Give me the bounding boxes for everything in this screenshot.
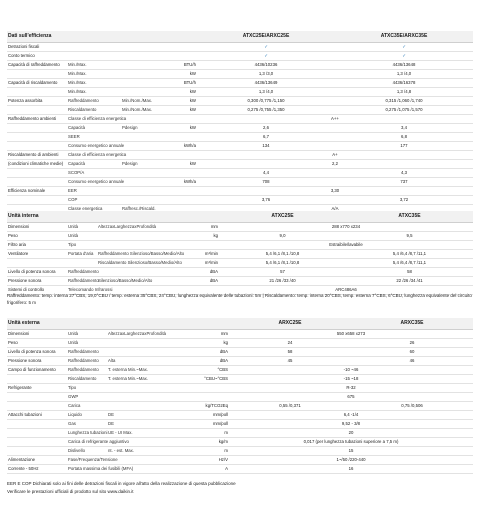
efficiency-row — [7, 115, 473, 124]
efficiency-table-title: Dati sull'efficienza — [7, 31, 197, 43]
indoor-row-label — [7, 259, 67, 268]
outdoor-row-value-b: 0,75 /0,506 — [351, 402, 473, 411]
indoor-row-sublabel: Telecomando Infrarossi — [67, 286, 97, 295]
indoor-row-value-a: 57 — [219, 268, 346, 277]
efficiency-row-value-shared: A++ — [197, 115, 473, 124]
efficiency-row-detail — [121, 133, 177, 142]
efficiency-row-sublabel: EER — [67, 187, 121, 196]
outdoor-row — [7, 438, 473, 447]
indoor-row-value-b: 5,4 /6,4 /8,7 /11,1 — [346, 259, 473, 268]
efficiency-row — [7, 106, 473, 115]
efficiency-row-label — [7, 70, 67, 79]
efficiency-row-value-b: 737 — [335, 178, 473, 187]
outdoor-row-detail — [107, 456, 197, 465]
checkmark-icon: ✓ — [197, 52, 335, 61]
efficiency-row-unit: kW — [177, 160, 197, 169]
outdoor-row-value-a: 24 — [229, 339, 351, 348]
efficiency-row — [7, 124, 473, 133]
efficiency-row-value-a: 4436/13649 — [197, 79, 335, 88]
outdoor-col-a: ARXC25E — [229, 318, 351, 330]
indoor-row-label: Pressione sonora — [7, 277, 67, 286]
efficiency-row-unit: kW — [177, 124, 197, 133]
efficiency-row-value-b: 4,3 — [335, 169, 473, 178]
indoor-row-sublabel — [67, 259, 97, 268]
indoor-row-unit: m³/min — [197, 259, 219, 268]
efficiency-row-detail: Raffresc./Riscald. — [121, 205, 177, 214]
efficiency-row — [7, 169, 473, 178]
outdoor-row-value-shared: 15 — [229, 447, 473, 456]
outdoor-table-header — [7, 318, 473, 330]
outdoor-row-label: Pressione sonora — [7, 357, 67, 366]
efficiency-row — [7, 151, 473, 160]
efficiency-row-detail: Min./Nom./Max. — [121, 106, 177, 115]
efficiency-row-detail: Min./Nom./Max. — [121, 97, 177, 106]
efficiency-row-detail — [121, 142, 177, 151]
outdoor-row-unit: mm — [197, 330, 229, 339]
efficiency-row-detail — [121, 169, 177, 178]
efficiency-row-label: Raffreddamento ambienti — [7, 115, 67, 124]
outdoor-row-sublabel: Gas — [67, 420, 107, 429]
indoor-row — [7, 268, 473, 277]
outdoor-row-unit — [197, 384, 229, 393]
efficiency-row-sublabel: COP — [67, 196, 121, 205]
outdoor-row-unit: m — [197, 429, 229, 438]
efficiency-row — [7, 88, 473, 97]
outdoor-row-detail: nt. - est. Max. — [107, 447, 197, 456]
efficiency-row-label — [7, 88, 67, 97]
efficiency-row-detail: Pdesign — [121, 160, 177, 169]
outdoor-row-unit: °CBU~°CBS — [197, 375, 229, 384]
efficiency-row-unit — [177, 133, 197, 142]
indoor-row-label: Livello di potenza sonora — [7, 268, 67, 277]
efficiency-row — [7, 160, 473, 169]
outdoor-row-label — [7, 393, 67, 402]
indoor-row-unit — [197, 241, 219, 250]
outdoor-row-sublabel: Tipo — [67, 384, 107, 393]
outdoor-row-sublabel: Raffreddamento — [67, 348, 107, 357]
outdoor-row-label — [7, 402, 67, 411]
outdoor-row — [7, 447, 473, 456]
outdoor-row — [7, 456, 473, 465]
efficiency-row-label: Conto termico — [7, 52, 67, 61]
indoor-row-label: Dimensioni — [7, 223, 67, 232]
efficiency-table — [7, 31, 473, 214]
outdoor-row — [7, 330, 473, 339]
efficiency-row-detail — [121, 115, 177, 124]
indoor-row-sublabel: Raffreddamento — [67, 268, 97, 277]
outdoor-row-unit: m — [197, 447, 229, 456]
efficiency-row — [7, 133, 473, 142]
outdoor-row-unit: Hz/V — [197, 456, 229, 465]
efficiency-row — [7, 43, 473, 52]
outdoor-row-value-a: 0,55 /0,371 — [229, 402, 351, 411]
efficiency-row-sublabel: Raffreddamento — [67, 97, 121, 106]
outdoor-row-detail: T. esterna Min.~Max. — [107, 375, 197, 384]
efficiency-row-sublabel: Consumo energetico annuale — [67, 178, 121, 187]
outdoor-row-sublabel: Unità — [67, 330, 107, 339]
indoor-row-sublabel: Unità — [67, 223, 97, 232]
outdoor-table-title: Unità esterna — [7, 318, 229, 330]
outdoor-row-detail: T. esterna Min.~Max. — [107, 366, 197, 375]
indoor-table-header — [7, 211, 473, 223]
efficiency-row-unit — [177, 187, 197, 196]
efficiency-row-unit — [177, 169, 197, 178]
outdoor-row-value-shared: -15 ~18 — [229, 375, 473, 384]
efficiency-row-unit: kW — [177, 97, 197, 106]
outdoor-row-label: Dimensioni — [7, 330, 67, 339]
efficiency-row-label: Potenza assorbita — [7, 97, 67, 106]
efficiency-row — [7, 79, 473, 88]
indoor-row-detail: AltezzaxLarghezzaxProfondità — [97, 223, 197, 232]
efficiency-row-label — [7, 106, 67, 115]
outdoor-row-label: Campo di funzionamento — [7, 366, 67, 375]
efficiency-row-unit: kW — [177, 88, 197, 97]
efficiency-row-sublabel: SCOP/A — [67, 169, 121, 178]
indoor-row-sublabel: Tipo — [67, 241, 97, 250]
outdoor-row — [7, 420, 473, 429]
efficiency-row-detail — [121, 88, 177, 97]
outdoor-row — [7, 411, 473, 420]
indoor-row-value-a: 9,0 — [219, 232, 346, 241]
efficiency-row-value-a: 1,3 /4,0 — [197, 88, 335, 97]
indoor-row-label: Sistemi di controllo — [7, 286, 67, 295]
efficiency-row-detail — [121, 43, 177, 52]
indoor-row — [7, 223, 473, 232]
efficiency-row-label — [7, 142, 67, 151]
outdoor-row-detail — [107, 348, 197, 357]
outdoor-row-detail: AltezzaxLarghezzaxProfondità — [107, 330, 197, 339]
outdoor-row-label: Refrigerante — [7, 384, 67, 393]
indoor-row-sublabel: Raffreddamento — [67, 277, 97, 286]
footer-line-1: EER E COP Dichiarati solo ai fini delle detrazioni fiscali in vigore all'atto della realizzazione di questa pubblicazione — [7, 481, 236, 486]
outdoor-row — [7, 375, 473, 384]
efficiency-row-unit: BTU/h — [177, 61, 197, 70]
outdoor-row-value-shared: 0,017 (per lunghezza tubazioni superiore a 7,5 m) — [229, 438, 473, 447]
indoor-row-value-a: 5,4 /6,1 /8,1 /10,8 — [219, 259, 346, 268]
indoor-row-detail: Raffreddamento Silenzioso/Basso/Medio/Alto — [97, 250, 197, 259]
efficiency-row-unit: BTU/h — [177, 79, 197, 88]
efficiency-row-sublabel: Classe di efficienza energetica — [67, 151, 121, 160]
efficiency-row-label — [7, 133, 67, 142]
efficiency-row — [7, 196, 473, 205]
efficiency-row-detail — [121, 52, 177, 61]
outdoor-row-sublabel: Raffreddamento — [67, 357, 107, 366]
efficiency-row-label: Efficienza nominale — [7, 187, 67, 196]
outdoor-row-detail: UE - UI Max. — [107, 429, 197, 438]
efficiency-row-label — [7, 169, 67, 178]
outdoor-row-detail — [107, 402, 197, 411]
indoor-col-b: ATXC35E — [346, 211, 473, 223]
outdoor-row-label — [7, 429, 67, 438]
efficiency-row-value-shared: 2,2 — [197, 160, 473, 169]
outdoor-row-sublabel: GWP — [67, 393, 107, 402]
efficiency-row-value-b: 4436/13648 — [335, 61, 473, 70]
efficiency-row-value-a: 6,7 — [197, 133, 335, 142]
outdoor-row — [7, 384, 473, 393]
efficiency-row — [7, 178, 473, 187]
efficiency-row-value-a: 134 — [197, 142, 335, 151]
outdoor-row-sublabel: Lunghezza tubazioni — [67, 429, 107, 438]
efficiency-row-detail — [121, 187, 177, 196]
outdoor-row — [7, 366, 473, 375]
outdoor-row-value-shared: -10 ~46 — [229, 366, 473, 375]
efficiency-row-unit — [177, 52, 197, 61]
indoor-row-sublabel: Unità — [67, 232, 97, 241]
outdoor-row-unit: kg/m — [197, 438, 229, 447]
indoor-row-detail — [97, 268, 197, 277]
outdoor-row-detail: Alta — [107, 357, 197, 366]
indoor-row-detail — [97, 241, 197, 250]
footer-line-2: Verificare le prestazioni ufficiali di prodotto sul sito www.daikin.it — [7, 489, 134, 494]
outdoor-row — [7, 465, 473, 474]
efficiency-row-value-b: 3,72 — [335, 196, 473, 205]
outdoor-row-unit: A — [197, 465, 229, 474]
efficiency-row-label — [7, 124, 67, 133]
efficiency-row-unit — [177, 43, 197, 52]
efficiency-row-value-b: 177 — [335, 142, 473, 151]
efficiency-row-label: Capacità di riscaldamento — [7, 79, 67, 88]
efficiency-row-detail: Pdesign — [121, 124, 177, 133]
efficiency-col-a: ATXC25E/ARXC25E — [197, 31, 335, 43]
outdoor-row-label: Alimentazione — [7, 456, 67, 465]
outdoor-row-label — [7, 438, 67, 447]
outdoor-row-sublabel: Unità — [67, 339, 107, 348]
indoor-row-detail: Riscaldamento Silenzioso/Basso/Medio/Alto — [97, 259, 197, 268]
efficiency-row-sublabel: Min./Max. — [67, 61, 121, 70]
efficiency-row-unit — [177, 196, 197, 205]
efficiency-row-unit: kW — [177, 106, 197, 115]
efficiency-row — [7, 61, 473, 70]
outdoor-row-label: Corrente - 50Hz — [7, 465, 67, 474]
outdoor-row-unit: °CBS — [197, 366, 229, 375]
efficiency-row-sublabel — [67, 52, 121, 61]
efficiency-row-value-shared: A+ — [197, 151, 473, 160]
indoor-row — [7, 241, 473, 250]
efficiency-row-value-a: 1,3 /3,0 — [197, 70, 335, 79]
indoor-unit-table — [7, 211, 473, 295]
indoor-row-unit: dBA — [197, 277, 219, 286]
checkmark-icon: ✓ — [335, 52, 473, 61]
outdoor-row-label — [7, 420, 67, 429]
outdoor-row-detail — [107, 384, 197, 393]
outdoor-row-value-a: 45 — [229, 357, 351, 366]
indoor-row-value-b: 58 — [346, 268, 473, 277]
indoor-table-title: Unità interna — [7, 211, 219, 223]
outdoor-row-value-b: 60 — [351, 348, 473, 357]
efficiency-row-detail — [121, 70, 177, 79]
outdoor-row-label: Peso — [7, 339, 67, 348]
outdoor-row-sublabel: Dislivello — [67, 447, 107, 456]
indoor-col-a: ATXC25E — [219, 211, 346, 223]
outdoor-row-label: Livello di potenza sonora — [7, 348, 67, 357]
efficiency-row-value-b: 4436/16378 — [335, 79, 473, 88]
indoor-row-label: Ventilatore — [7, 250, 67, 259]
efficiency-row-label: (condizioni climatiche medie) — [7, 160, 67, 169]
efficiency-row — [7, 187, 473, 196]
outdoor-row-value-shared: 550 x658 x273 — [229, 330, 473, 339]
outdoor-row-value-shared: 9,52 - 3/8 — [229, 420, 473, 429]
indoor-row-sublabel: Portata d'aria — [67, 250, 97, 259]
outdoor-row-value-shared: 1~/50 /220-440 — [229, 456, 473, 465]
outdoor-row — [7, 429, 473, 438]
efficiency-row-sublabel: Riscaldamento — [67, 106, 121, 115]
efficiency-row-sublabel: Min./Max. — [67, 88, 121, 97]
efficiency-row-value-a: 4,4 — [197, 169, 335, 178]
efficiency-row-detail — [121, 61, 177, 70]
indoor-row-value-shared: ARC486A6 — [219, 286, 473, 295]
efficiency-row — [7, 142, 473, 151]
efficiency-row-value-a: 2,6 — [197, 124, 335, 133]
outdoor-row-value-shared: 20 — [229, 429, 473, 438]
efficiency-row-unit: kWh/a — [177, 178, 197, 187]
outdoor-unit-table — [7, 318, 473, 474]
indoor-row-value-shared: Estraibile/lavabile — [219, 241, 473, 250]
outdoor-row-value-shared: R-32 — [229, 384, 473, 393]
indoor-row-value-b: 9,5 — [346, 232, 473, 241]
checkmark-icon: ✓ — [335, 43, 473, 52]
indoor-row-unit: mm — [197, 223, 219, 232]
outdoor-row-value-b: 46 — [351, 357, 473, 366]
indoor-row-label: Peso — [7, 232, 67, 241]
outdoor-row-unit: dBA — [197, 348, 229, 357]
indoor-row-detail — [97, 232, 197, 241]
outdoor-row-value-shared: 675 — [229, 393, 473, 402]
efficiency-row-value-b: 6,8 — [335, 133, 473, 142]
outdoor-row — [7, 339, 473, 348]
efficiency-row-detail — [121, 151, 177, 160]
efficiency-row-value-shared: A/A — [197, 205, 473, 214]
efficiency-row-value-a: 0,300 /0,775 /1,150 — [197, 97, 335, 106]
efficiency-row-value-b: 3,4 — [335, 124, 473, 133]
efficiency-row-sublabel: Classe energetica — [67, 205, 121, 214]
efficiency-row-sublabel: Min./Max. — [67, 70, 121, 79]
indoor-conditions-note: Raffreddamento: temp. interna 27°CBS, 19,0°CBU / temp. esterna 35°CBS, 24°CBU, lunghezza equivalente delle tubazioni: 5m | Riscaldamento: temp. interna 20°CBS, temp. esterna 7°CBS, 6°CBU, lunghezza equivalente del circuito frigorifero: 5 m — [7, 293, 472, 305]
outdoor-row-sublabel: Carica — [67, 402, 107, 411]
efficiency-row-value-a: 0,275 /0,755 /1,350 — [197, 106, 335, 115]
checkmark-icon: ✓ — [197, 43, 335, 52]
efficiency-table-header — [7, 31, 473, 43]
outdoor-row-sublabel: Riscaldamento — [67, 375, 107, 384]
efficiency-row-sublabel — [67, 43, 121, 52]
outdoor-row-unit: mm/poll — [197, 420, 229, 429]
outdoor-row-detail — [107, 339, 197, 348]
indoor-row-unit: m³/min — [197, 250, 219, 259]
indoor-row-value-a: 5,4 /6,1 /8,1 /10,8 — [219, 250, 346, 259]
efficiency-row-label: Detrazioni fiscali — [7, 43, 67, 52]
outdoor-col-b: ARXC35E — [351, 318, 473, 330]
indoor-row — [7, 277, 473, 286]
efficiency-row-value-a: 3,76 — [197, 196, 335, 205]
outdoor-row-unit: kg/TCO2Eq — [197, 402, 229, 411]
efficiency-row-label: Capacità di raffreddamento — [7, 61, 67, 70]
outdoor-row-detail — [107, 393, 197, 402]
efficiency-row-value-shared: 3,30 — [197, 187, 473, 196]
outdoor-row-sublabel: Liquido — [67, 411, 107, 420]
efficiency-row-sublabel: Min./Max. — [67, 79, 121, 88]
outdoor-row — [7, 393, 473, 402]
indoor-row-label: Filtro aria — [7, 241, 67, 250]
efficiency-row-label — [7, 178, 67, 187]
indoor-row-value-a: 21 /26 /33 /40 — [219, 277, 346, 286]
outdoor-row — [7, 348, 473, 357]
efficiency-row-value-b: 1,3 /4,8 — [335, 88, 473, 97]
outdoor-row-sublabel: Carica di refrigerante aggiuntivo — [67, 438, 107, 447]
outdoor-row-detail: DE — [107, 411, 197, 420]
efficiency-row-sublabel: Consumo energetico annuale — [67, 142, 121, 151]
efficiency-row — [7, 70, 473, 79]
indoor-row-value-b: 22 /26 /34 /41 — [346, 277, 473, 286]
outdoor-row-value-b: 26 — [351, 339, 473, 348]
indoor-row-detail: Silenzioso/Basso/Medio/Alto — [97, 277, 197, 286]
outdoor-row-label: Attacchi tubazioni — [7, 411, 67, 420]
efficiency-row-detail — [121, 79, 177, 88]
outdoor-row-value-a: 58 — [229, 348, 351, 357]
outdoor-row-unit — [197, 393, 229, 402]
efficiency-row-value-a: 708 — [197, 178, 335, 187]
efficiency-row-value-b: 0,275 /1,075 /1,570 — [335, 106, 473, 115]
efficiency-row-unit: kWh/a — [177, 142, 197, 151]
efficiency-row — [7, 52, 473, 61]
outdoor-row — [7, 402, 473, 411]
indoor-row-unit: dBA — [197, 268, 219, 277]
outdoor-row-label — [7, 375, 67, 384]
efficiency-row-unit — [177, 151, 197, 160]
efficiency-row-label — [7, 196, 67, 205]
efficiency-row-sublabel: SEER — [67, 133, 121, 142]
efficiency-col-b: ATXC35E/ARXC35E — [335, 31, 473, 43]
outdoor-row-detail: DE — [107, 420, 197, 429]
efficiency-row-label: Riscaldamento di ambienti — [7, 151, 67, 160]
outdoor-row-value-shared: 6,4 -1/4 — [229, 411, 473, 420]
outdoor-row-sublabel: Raffreddamento — [67, 366, 107, 375]
efficiency-row-value-a: 4436/10236 — [197, 61, 335, 70]
efficiency-row-unit — [177, 115, 197, 124]
indoor-row-value-shared: 288 x770 x234 — [219, 223, 473, 232]
outdoor-row — [7, 357, 473, 366]
efficiency-row-sublabel: Classe di efficienza energetica — [67, 115, 121, 124]
indoor-row — [7, 259, 473, 268]
outdoor-row-sublabel: Portata massima dei fusibili (MFA) — [67, 465, 107, 474]
outdoor-row-value-shared: 16 — [229, 465, 473, 474]
indoor-row-unit: kg — [197, 232, 219, 241]
outdoor-row-unit: kg — [197, 339, 229, 348]
efficiency-row-value-b: 1,3 /4,0 — [335, 70, 473, 79]
outdoor-row-unit: mm/poll — [197, 411, 229, 420]
outdoor-row-label — [7, 447, 67, 456]
efficiency-row-unit: kW — [177, 70, 197, 79]
efficiency-row — [7, 97, 473, 106]
efficiency-row-detail — [121, 178, 177, 187]
efficiency-row-sublabel: Capacità — [67, 160, 121, 169]
indoor-row — [7, 232, 473, 241]
outdoor-row-unit: dBA — [197, 357, 229, 366]
efficiency-row-sublabel: Capacità — [67, 124, 121, 133]
outdoor-row-sublabel: Fase/Frequenza/Tensione — [67, 456, 107, 465]
indoor-row-value-b: 5,4 /6,4 /8,7 /11,1 — [346, 250, 473, 259]
efficiency-row-value-b: 0,315 /1,060 /1,740 — [335, 97, 473, 106]
indoor-row — [7, 250, 473, 259]
efficiency-row-detail — [121, 196, 177, 205]
